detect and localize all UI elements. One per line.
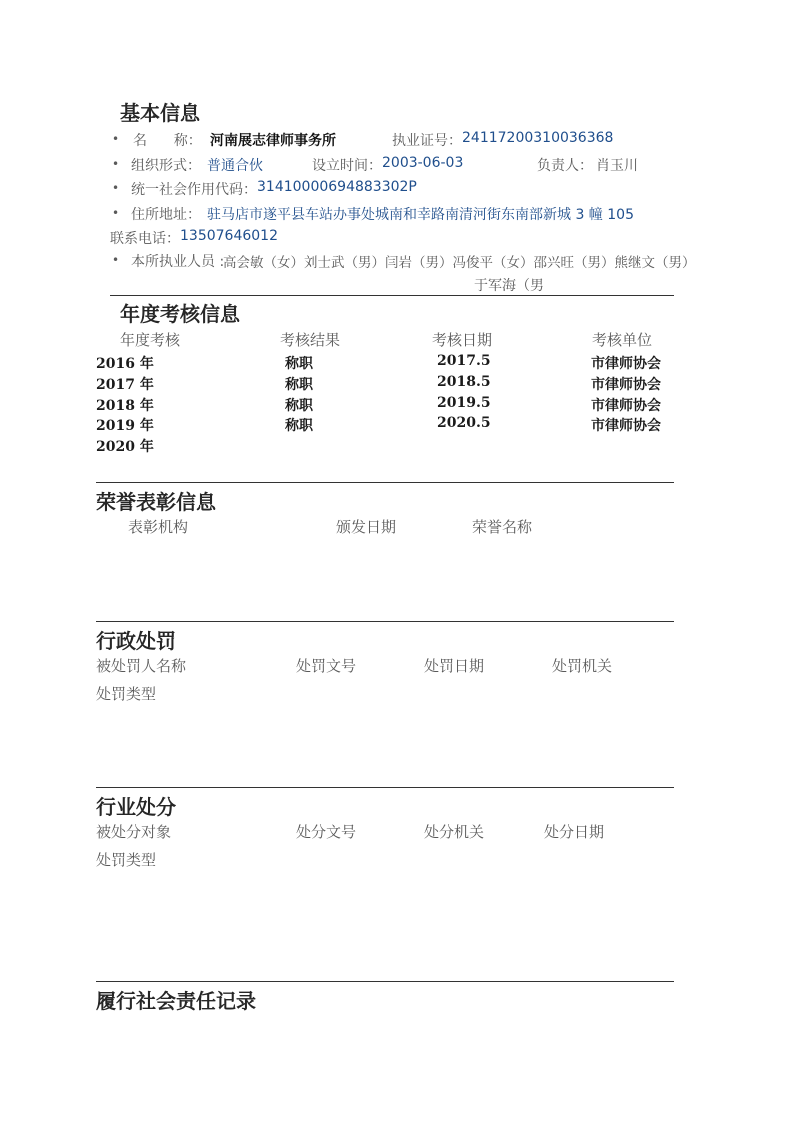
table-cell-unit: 市律师协会 (591, 377, 661, 393)
industry-sanction-title: 行业处分 (96, 795, 176, 819)
table-cell-date: 2019.5 (437, 395, 491, 411)
name-label: 名 称： (133, 133, 202, 149)
sanction-header-docno: 处分文号 (296, 823, 357, 841)
sanction-header-type: 处罚类型 (96, 851, 157, 869)
bullet: • (112, 181, 120, 195)
table-cell-year: 2019 年 (96, 418, 154, 434)
credit-code-value: 31410000694883302P (257, 179, 417, 195)
section-divider (96, 482, 674, 483)
table-cell-year: 2017 年 (96, 377, 154, 393)
honor-title: 荣誉表彰信息 (96, 490, 216, 514)
table-cell-result: 称职 (285, 377, 313, 393)
license-label: 执业证号： (392, 133, 462, 149)
basic-info-title: 基本信息 (120, 101, 200, 125)
credit-code-label: 统一社会作用代码： (131, 182, 257, 198)
penalty-header-type: 处罚类型 (96, 685, 157, 703)
table-cell-date: 2018.5 (437, 374, 491, 390)
honor-header-date: 颁发日期 (336, 518, 397, 536)
bullet: • (112, 157, 120, 171)
head-label: 负责人： (537, 158, 593, 174)
sanction-header-authority: 处分机关 (424, 823, 485, 841)
annual-review-title: 年度考核信息 (120, 302, 240, 326)
table-cell-unit: 市律师协会 (591, 398, 661, 414)
social-responsibility-title: 履行社会责任记录 (96, 989, 256, 1013)
col-header-result: 考核结果 (280, 331, 341, 349)
phone-value: 13507646012 (180, 228, 278, 244)
address-value: 驻马店市遂平县车站办事处城南和幸路南清河街东南部新城 3 幢 105 (207, 207, 634, 223)
head-value: 肖玉川 (596, 158, 638, 174)
col-header-year: 年度考核 (120, 331, 181, 349)
license-value: 24117200310036368 (462, 130, 614, 146)
penalty-header-authority: 处罚机关 (552, 657, 613, 675)
firm-name-value: 河南展志律师事务所 (210, 133, 336, 149)
table-cell-year: 2020 年 (96, 439, 154, 455)
penalty-header-date: 处罚日期 (424, 657, 485, 675)
founded-label: 设立时间： (312, 158, 382, 174)
table-cell-unit: 市律师协会 (591, 418, 661, 434)
org-form-value: 普通合伙 (207, 158, 263, 174)
admin-penalty-title: 行政处罚 (96, 629, 176, 653)
org-form-label: 组织形式： (131, 158, 201, 174)
section-divider (96, 621, 674, 622)
table-cell-unit: 市律师协会 (591, 356, 661, 372)
penalty-header-party: 被处罚人名称 (96, 657, 187, 675)
phone-label: 联系电话： (110, 231, 180, 247)
address-label: 住所地址： (131, 207, 201, 223)
staff-list-line1: 高会敏（女）刘士武（男）闫岩（男）冯俊平（女）邵兴旺（男）熊继文（男） (223, 255, 696, 271)
table-cell-result: 称职 (285, 398, 313, 414)
table-cell-date: 2020.5 (437, 415, 491, 431)
sanction-header-party: 被处分对象 (96, 823, 172, 841)
table-cell-year: 2016 年 (96, 356, 154, 372)
section-divider (96, 981, 674, 982)
bullet: • (112, 132, 120, 146)
honor-header-name: 荣誉名称 (472, 518, 533, 536)
founded-value: 2003-06-03 (382, 155, 464, 171)
col-header-date: 考核日期 (432, 331, 493, 349)
bullet: • (112, 206, 120, 220)
section-divider (96, 787, 674, 788)
table-cell-result: 称职 (285, 356, 313, 372)
section-divider (110, 295, 674, 296)
table-cell-year: 2018 年 (96, 398, 154, 414)
sanction-header-date: 处分日期 (544, 823, 605, 841)
table-cell-result: 称职 (285, 418, 313, 434)
bullet: • (112, 253, 120, 267)
penalty-header-docno: 处罚文号 (296, 657, 357, 675)
staff-label: 本所执业人员 : (131, 254, 225, 270)
staff-list-line2: 于军海（男 (474, 278, 544, 294)
table-cell-date: 2017.5 (437, 353, 491, 369)
honor-header-org: 表彰机构 (128, 518, 189, 536)
col-header-unit: 考核单位 (592, 331, 653, 349)
